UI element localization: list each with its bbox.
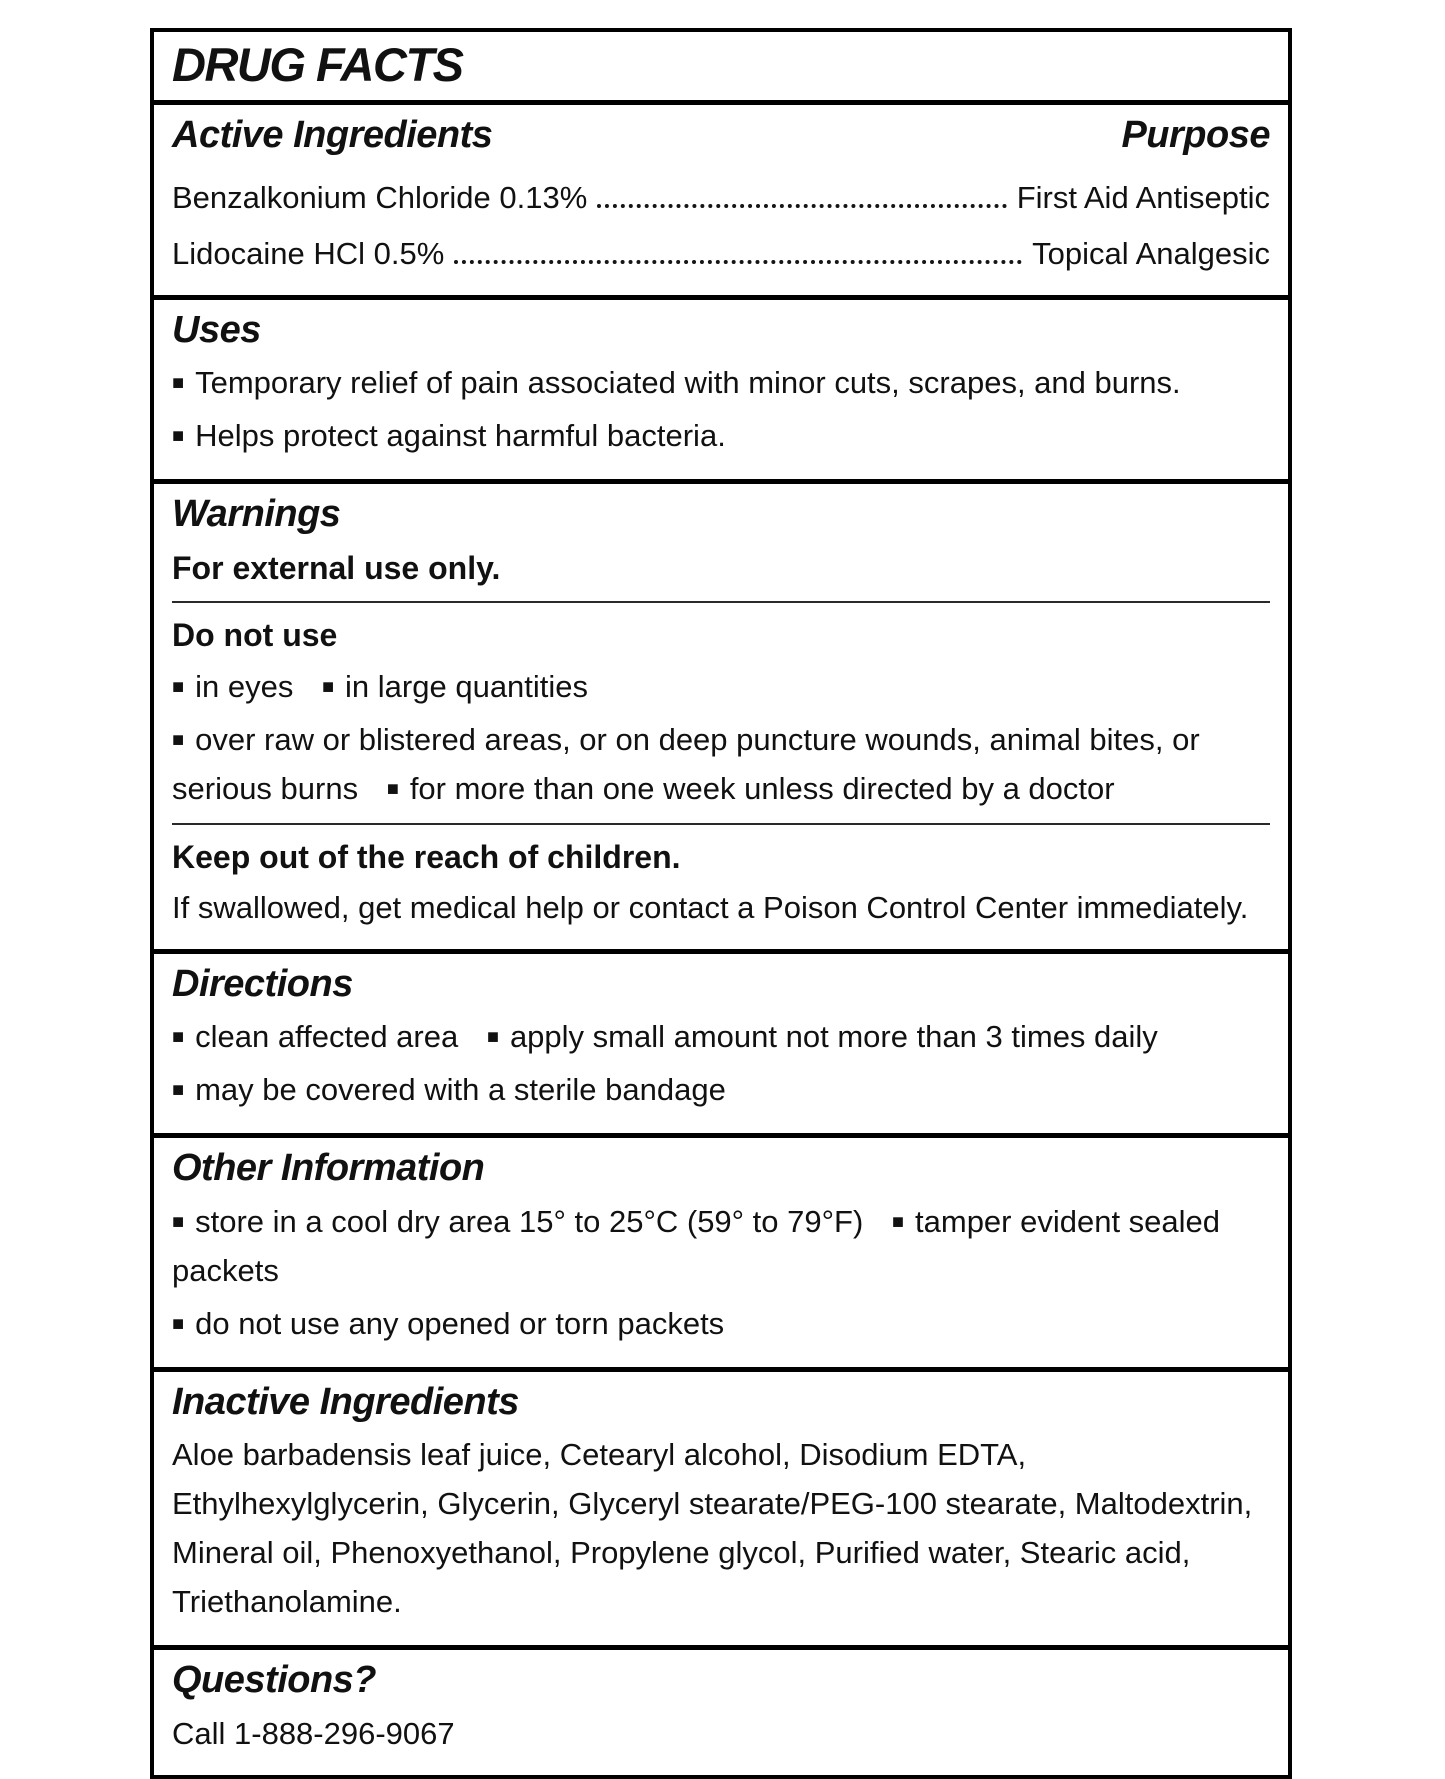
do-not-use-bullet-paragraph — [172, 716, 1270, 814]
keep-out-body: If swallowed, get medical help or contact a Poison Control Center immediately. — [172, 889, 1249, 925]
active-ingredients-header-row — [172, 113, 1270, 165]
other-information-section — [154, 1133, 1288, 1367]
uses-section — [154, 295, 1288, 480]
square-bullet-icon: ■ — [172, 1079, 185, 1102]
directions-bullet-line — [172, 1066, 1270, 1115]
square-bullet-icon: ■ — [172, 675, 185, 698]
do-not-use-item: in large quantities — [345, 668, 589, 704]
square-bullet-icon: ■ — [172, 425, 185, 448]
purpose-heading: Purpose — [1121, 114, 1270, 157]
page-title: DRUG FACTS — [172, 38, 463, 91]
do-not-use-item: over raw or blistered areas, or on deep puncture wounds, animal bites, or serious burns — [172, 721, 1200, 806]
uses-heading: Uses — [172, 308, 261, 351]
uses-bullet-text: Helps protect against harmful bacteria. — [195, 418, 726, 454]
inactive-ingredients-heading: Inactive Ingredients — [172, 1380, 519, 1423]
ingredient-row — [172, 176, 1270, 221]
ingredient-name: Lidocaine HCl 0.5% — [172, 235, 445, 271]
square-bullet-icon: ■ — [486, 1026, 499, 1049]
directions-bullet-line — [172, 1013, 1270, 1062]
keep-out-heading: Keep out of the reach of children. — [172, 838, 681, 875]
directions-item: may be covered with a sterile bandage — [195, 1072, 726, 1108]
square-bullet-icon: ■ — [172, 728, 185, 751]
other-info-item: store in a cool dry area 15° to 25°C (59° to 79°F) — [195, 1203, 864, 1239]
warnings-heading: Warnings — [172, 493, 341, 536]
do-not-use-bullet-line — [172, 663, 1270, 712]
square-bullet-icon: ■ — [386, 777, 399, 800]
active-ingredients-section — [154, 100, 1288, 294]
directions-heading: Directions — [172, 962, 353, 1005]
square-bullet-icon: ■ — [172, 1026, 185, 1049]
do-not-use-item: in eyes — [195, 668, 294, 704]
uses-bullet-line — [172, 359, 1270, 408]
other-info-item: tamper evident sealed packets — [172, 1203, 1221, 1288]
do-not-use-heading: Do not use — [172, 616, 338, 653]
square-bullet-icon: ■ — [172, 372, 185, 395]
ingredient-purpose: First Aid Antiseptic — [1016, 179, 1270, 215]
square-bullet-icon: ■ — [172, 1210, 185, 1233]
square-bullet-icon: ■ — [891, 1210, 905, 1233]
title-section — [154, 32, 1288, 100]
do-not-use-item: for more than one week unless directed by a doctor — [409, 770, 1115, 806]
other-information-heading: Other Information — [172, 1147, 485, 1190]
inactive-ingredients-body: Aloe barbadensis leaf juice, Cetearyl alcohol, Disodium EDTA, Ethylhexylglycerin, Glycerin, Glyceryl stearate/PEG-100 stearate, Maltodextrin, Mineral oil, Phenoxyethanol, Propylene glycol, Purified water, Stearic acid, Triethanolamine. — [172, 1437, 1253, 1620]
other-info-bullet-line — [172, 1198, 1270, 1296]
square-bullet-icon: ■ — [172, 1312, 185, 1335]
uses-bullet-line — [172, 412, 1270, 461]
directions-item: apply small amount not more than 3 times daily — [509, 1019, 1158, 1055]
questions-section — [154, 1645, 1288, 1775]
directions-item: clean affected area — [195, 1019, 459, 1055]
inactive-ingredients-section — [154, 1367, 1288, 1645]
active-ingredients-heading: Active Ingredients — [172, 114, 493, 157]
uses-bullet-text: Temporary relief of pain associated with minor cuts, scrapes, and burns. — [195, 365, 1181, 401]
ingredient-row — [172, 232, 1270, 277]
drug-facts-panel — [150, 28, 1292, 1779]
questions-heading: Questions? — [172, 1659, 377, 1702]
other-info-bullet-line — [172, 1300, 1270, 1349]
external-use-statement: For external use only. — [172, 549, 501, 586]
dotted-leader — [597, 204, 1006, 208]
divider-rule — [172, 601, 1270, 603]
warnings-section — [154, 479, 1288, 949]
other-info-item: do not use any opened or torn packets — [195, 1305, 725, 1341]
ingredient-name: Benzalkonium Chloride 0.13% — [172, 179, 588, 215]
dotted-leader — [454, 260, 1022, 264]
ingredient-purpose: Topical Analgesic — [1032, 235, 1270, 271]
directions-section — [154, 949, 1288, 1134]
questions-phone: Call 1-888-296-9067 — [172, 1715, 455, 1751]
divider-rule — [172, 823, 1270, 825]
square-bullet-icon: ■ — [321, 675, 335, 698]
